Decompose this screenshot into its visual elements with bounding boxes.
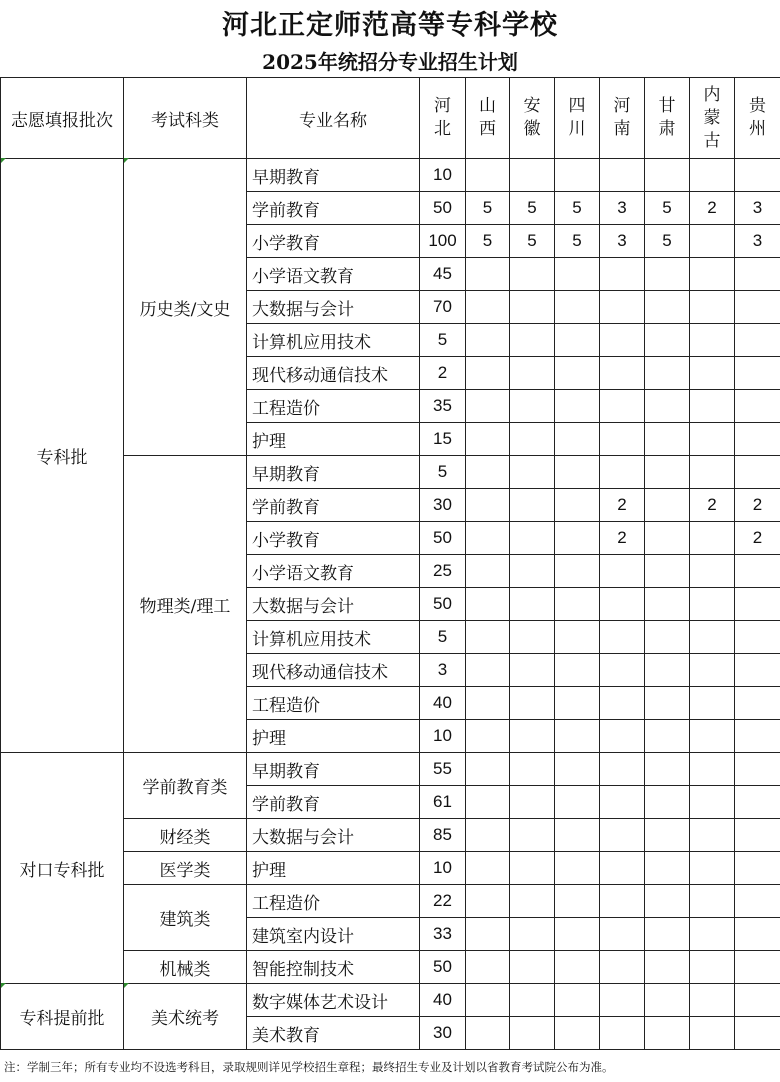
quota-cell <box>645 885 690 918</box>
quota-cell: 5 <box>510 225 555 258</box>
quota-cell <box>600 456 645 489</box>
quota-cell <box>645 1017 690 1050</box>
quota-cell: 30 <box>420 1017 466 1050</box>
quota-cell <box>510 951 555 984</box>
cell-corner-marker <box>1 158 6 163</box>
quota-cell <box>466 555 510 588</box>
quota-cell <box>690 291 735 324</box>
quota-cell <box>555 390 600 423</box>
cell-corner-marker <box>124 158 129 163</box>
quota-cell <box>466 291 510 324</box>
quota-cell <box>600 324 645 357</box>
quota-cell <box>735 1017 780 1050</box>
quota-cell: 5 <box>645 192 690 225</box>
quota-cell: 50 <box>420 192 466 225</box>
quota-cell: 3 <box>735 225 780 258</box>
quota-cell <box>735 621 780 654</box>
quota-cell <box>466 456 510 489</box>
quota-cell <box>645 753 690 786</box>
quota-cell <box>600 918 645 951</box>
quota-cell <box>510 357 555 390</box>
batch-cell: 专科批 <box>1 159 124 753</box>
subject-cell: 机械类 <box>124 951 247 984</box>
major-name-cell: 小学教育 <box>247 522 420 555</box>
quota-cell <box>645 687 690 720</box>
quota-cell <box>645 555 690 588</box>
major-name-cell: 学前教育 <box>247 489 420 522</box>
quota-cell <box>555 159 600 192</box>
major-name-cell: 工程造价 <box>247 687 420 720</box>
quota-cell: 2 <box>690 489 735 522</box>
quota-cell <box>466 522 510 555</box>
subject-cell: 美术统考 <box>124 984 247 1050</box>
quota-cell: 50 <box>420 522 466 555</box>
quota-cell <box>510 786 555 819</box>
quota-cell <box>690 423 735 456</box>
major-name-cell: 计算机应用技术 <box>247 621 420 654</box>
quota-cell: 5 <box>555 225 600 258</box>
quota-cell <box>600 390 645 423</box>
major-name-cell: 美术教育 <box>247 1017 420 1050</box>
major-name-cell: 早期教育 <box>247 159 420 192</box>
quota-cell <box>690 621 735 654</box>
quota-cell <box>645 258 690 291</box>
batch-cell: 对口专科批 <box>1 753 124 984</box>
quota-cell <box>466 984 510 1017</box>
subject-cell: 财经类 <box>124 819 247 852</box>
quota-cell <box>600 423 645 456</box>
quota-cell <box>555 687 600 720</box>
quota-cell <box>690 984 735 1017</box>
header-province-guizhou: 贵 州 <box>735 78 780 159</box>
quota-cell <box>600 984 645 1017</box>
header-province-sichuan: 四 川 <box>555 78 600 159</box>
major-name-cell: 建筑室内设计 <box>247 918 420 951</box>
quota-cell <box>600 819 645 852</box>
quota-cell: 3 <box>600 192 645 225</box>
quota-cell: 45 <box>420 258 466 291</box>
quota-cell: 2 <box>690 192 735 225</box>
quota-cell <box>466 786 510 819</box>
quota-cell <box>690 852 735 885</box>
quota-cell <box>600 258 645 291</box>
quota-cell <box>510 654 555 687</box>
major-name-cell: 学前教育 <box>247 192 420 225</box>
quota-cell: 33 <box>420 918 466 951</box>
quota-cell: 55 <box>420 753 466 786</box>
quota-cell <box>510 390 555 423</box>
quota-cell <box>690 258 735 291</box>
quota-cell <box>510 258 555 291</box>
quota-cell <box>645 489 690 522</box>
quota-cell: 2 <box>600 522 645 555</box>
quota-cell <box>555 423 600 456</box>
subject-cell: 学前教育类 <box>124 753 247 819</box>
quota-cell <box>690 159 735 192</box>
quota-cell <box>466 720 510 753</box>
quota-cell: 2 <box>420 357 466 390</box>
quota-cell: 5 <box>466 192 510 225</box>
quota-cell <box>600 654 645 687</box>
quota-cell <box>645 918 690 951</box>
quota-cell <box>735 291 780 324</box>
major-name-cell: 数字媒体艺术设计 <box>247 984 420 1017</box>
quota-cell <box>555 324 600 357</box>
quota-cell <box>600 720 645 753</box>
quota-cell <box>735 555 780 588</box>
quota-cell <box>645 621 690 654</box>
subject-cell: 物理类/理工 <box>124 456 247 753</box>
quota-cell <box>555 456 600 489</box>
quota-cell <box>510 819 555 852</box>
quota-cell <box>466 159 510 192</box>
quota-cell <box>555 588 600 621</box>
major-name-cell: 护理 <box>247 720 420 753</box>
quota-cell: 85 <box>420 819 466 852</box>
quota-cell <box>600 588 645 621</box>
quota-cell <box>735 720 780 753</box>
quota-cell <box>690 654 735 687</box>
major-name-cell: 护理 <box>247 423 420 456</box>
quota-cell: 100 <box>420 225 466 258</box>
quota-cell <box>735 786 780 819</box>
quota-cell <box>735 918 780 951</box>
quota-cell: 10 <box>420 720 466 753</box>
subject-cell: 建筑类 <box>124 885 247 951</box>
quota-cell <box>600 555 645 588</box>
quota-cell <box>466 951 510 984</box>
quota-cell <box>645 984 690 1017</box>
quota-cell <box>466 852 510 885</box>
quota-cell <box>735 885 780 918</box>
quota-cell <box>555 654 600 687</box>
quota-cell <box>645 588 690 621</box>
quota-cell <box>555 522 600 555</box>
quota-cell <box>690 753 735 786</box>
quota-cell: 10 <box>420 159 466 192</box>
subject-cell: 医学类 <box>124 852 247 885</box>
major-name-cell: 早期教育 <box>247 456 420 489</box>
quota-cell <box>735 588 780 621</box>
quota-cell <box>555 555 600 588</box>
quota-cell <box>735 423 780 456</box>
quota-cell <box>466 654 510 687</box>
quota-cell <box>735 654 780 687</box>
quota-cell <box>555 885 600 918</box>
quota-cell <box>555 819 600 852</box>
quota-cell <box>510 753 555 786</box>
quota-cell <box>645 390 690 423</box>
quota-cell: 3 <box>600 225 645 258</box>
quota-cell: 30 <box>420 489 466 522</box>
quota-cell <box>690 918 735 951</box>
quota-cell <box>690 951 735 984</box>
enrollment-plan-table <box>0 77 780 1050</box>
footnote: 注：学制三年；所有专业均不设选考科目，录取规则详见学校招生章程；最终招生专业及计划以省教育考试院公布为准。 <box>4 1060 614 1074</box>
quota-cell <box>690 687 735 720</box>
quota-cell <box>735 159 780 192</box>
quota-cell <box>555 786 600 819</box>
quota-cell <box>735 753 780 786</box>
quota-cell <box>466 324 510 357</box>
quota-cell <box>600 753 645 786</box>
quota-cell <box>555 720 600 753</box>
quota-cell <box>510 918 555 951</box>
quota-cell: 35 <box>420 390 466 423</box>
quota-cell <box>690 555 735 588</box>
quota-cell <box>466 621 510 654</box>
quota-cell <box>645 291 690 324</box>
cell-corner-marker <box>1 983 6 988</box>
quota-cell <box>510 555 555 588</box>
major-name-cell: 大数据与会计 <box>247 819 420 852</box>
quota-cell <box>645 522 690 555</box>
quota-cell <box>735 984 780 1017</box>
quota-cell <box>555 984 600 1017</box>
table-row <box>1 753 780 786</box>
batch-cell: 专科提前批 <box>1 984 124 1050</box>
table-row <box>1 984 780 1017</box>
quota-cell <box>600 951 645 984</box>
quota-cell <box>645 456 690 489</box>
quota-cell <box>555 918 600 951</box>
quota-cell: 2 <box>735 489 780 522</box>
quota-cell <box>555 753 600 786</box>
quota-cell <box>555 951 600 984</box>
quota-cell: 5 <box>555 192 600 225</box>
quota-cell <box>555 489 600 522</box>
header-row <box>1 78 780 159</box>
quota-cell <box>510 456 555 489</box>
quota-cell <box>735 819 780 852</box>
quota-cell <box>735 357 780 390</box>
quota-cell <box>645 786 690 819</box>
major-name-cell: 智能控制技术 <box>247 951 420 984</box>
quota-cell <box>645 357 690 390</box>
quota-cell <box>735 390 780 423</box>
quota-cell <box>510 489 555 522</box>
quota-cell <box>510 621 555 654</box>
quota-cell <box>690 885 735 918</box>
quota-cell <box>690 390 735 423</box>
quota-cell <box>510 423 555 456</box>
quota-cell: 61 <box>420 786 466 819</box>
quota-cell <box>690 324 735 357</box>
cell-corner-marker <box>124 983 129 988</box>
quota-cell <box>600 852 645 885</box>
quota-cell <box>466 588 510 621</box>
quota-cell <box>466 1017 510 1050</box>
major-name-cell: 现代移动通信技术 <box>247 357 420 390</box>
quota-cell <box>735 852 780 885</box>
quota-cell <box>510 687 555 720</box>
quota-cell <box>510 885 555 918</box>
quota-cell <box>510 588 555 621</box>
quota-cell <box>466 885 510 918</box>
quota-cell: 5 <box>420 621 466 654</box>
document-subtitle: 2025年统招分专业招生计划 <box>262 50 518 74</box>
quota-cell <box>690 357 735 390</box>
quota-cell <box>510 291 555 324</box>
quota-cell: 15 <box>420 423 466 456</box>
quota-cell <box>555 357 600 390</box>
quota-cell: 10 <box>420 852 466 885</box>
quota-cell <box>510 159 555 192</box>
quota-cell <box>645 852 690 885</box>
quota-cell <box>466 258 510 291</box>
quota-cell <box>466 390 510 423</box>
quota-cell <box>645 159 690 192</box>
major-name-cell: 早期教育 <box>247 753 420 786</box>
quota-cell <box>555 621 600 654</box>
quota-cell <box>645 720 690 753</box>
header-province-neimenggu: 内 蒙 古 <box>690 78 735 159</box>
quota-cell <box>600 885 645 918</box>
major-name-cell: 学前教育 <box>247 786 420 819</box>
quota-cell: 5 <box>466 225 510 258</box>
header-batch: 志愿填报批次 <box>1 78 124 159</box>
quota-cell <box>600 786 645 819</box>
quota-cell <box>735 687 780 720</box>
quota-cell <box>466 357 510 390</box>
table-row <box>1 159 780 192</box>
quota-cell <box>735 456 780 489</box>
major-name-cell: 大数据与会计 <box>247 588 420 621</box>
quota-cell <box>600 159 645 192</box>
major-name-cell: 小学语文教育 <box>247 555 420 588</box>
quota-cell <box>555 291 600 324</box>
header-province-henan: 河 南 <box>600 78 645 159</box>
quota-cell: 2 <box>600 489 645 522</box>
quota-cell <box>690 456 735 489</box>
quota-cell: 70 <box>420 291 466 324</box>
quota-cell <box>600 687 645 720</box>
quota-cell <box>690 1017 735 1050</box>
quota-cell <box>466 918 510 951</box>
quota-cell <box>510 324 555 357</box>
quota-cell <box>645 324 690 357</box>
major-name-cell: 小学语文教育 <box>247 258 420 291</box>
quota-cell <box>735 258 780 291</box>
quota-cell <box>690 522 735 555</box>
major-name-cell: 工程造价 <box>247 885 420 918</box>
quota-cell <box>600 1017 645 1050</box>
quota-cell <box>510 720 555 753</box>
quota-cell: 50 <box>420 588 466 621</box>
quota-cell <box>690 786 735 819</box>
quota-cell <box>466 489 510 522</box>
major-name-cell: 计算机应用技术 <box>247 324 420 357</box>
quota-cell <box>690 225 735 258</box>
quota-cell: 50 <box>420 951 466 984</box>
quota-cell <box>555 258 600 291</box>
quota-cell <box>555 1017 600 1050</box>
quota-cell: 3 <box>735 192 780 225</box>
major-name-cell: 工程造价 <box>247 390 420 423</box>
header-province-anhui: 安 徽 <box>510 78 555 159</box>
header-major: 专业名称 <box>247 78 420 159</box>
major-name-cell: 现代移动通信技术 <box>247 654 420 687</box>
major-name-cell: 护理 <box>247 852 420 885</box>
quota-cell <box>735 324 780 357</box>
quota-cell <box>466 687 510 720</box>
document-title: 河北正定师范高等专科学校 <box>222 9 558 41</box>
quota-cell <box>510 522 555 555</box>
subject-cell: 历史类/文史 <box>124 159 247 456</box>
quota-cell <box>600 357 645 390</box>
quota-cell <box>555 852 600 885</box>
quota-cell: 5 <box>645 225 690 258</box>
quota-cell: 5 <box>420 324 466 357</box>
quota-cell <box>466 753 510 786</box>
major-name-cell: 大数据与会计 <box>247 291 420 324</box>
quota-cell: 3 <box>420 654 466 687</box>
quota-cell: 40 <box>420 687 466 720</box>
quota-cell <box>645 654 690 687</box>
quota-cell <box>690 819 735 852</box>
header-province-shanxi: 山 西 <box>466 78 510 159</box>
quota-cell <box>645 819 690 852</box>
quota-cell <box>466 423 510 456</box>
quota-cell <box>645 951 690 984</box>
quota-cell <box>466 819 510 852</box>
header-province-gansu: 甘 肃 <box>645 78 690 159</box>
quota-cell: 25 <box>420 555 466 588</box>
quota-cell <box>735 951 780 984</box>
quota-cell: 5 <box>510 192 555 225</box>
quota-cell <box>510 852 555 885</box>
quota-cell <box>600 621 645 654</box>
quota-cell <box>510 1017 555 1050</box>
quota-cell: 5 <box>420 456 466 489</box>
quota-cell: 40 <box>420 984 466 1017</box>
quota-cell <box>645 423 690 456</box>
major-name-cell: 小学教育 <box>247 225 420 258</box>
quota-cell: 2 <box>735 522 780 555</box>
header-province-hebei: 河 北 <box>420 78 466 159</box>
quota-cell <box>690 720 735 753</box>
quota-cell <box>690 588 735 621</box>
header-subject: 考试科类 <box>124 78 247 159</box>
quota-cell <box>600 291 645 324</box>
quota-cell: 22 <box>420 885 466 918</box>
quota-cell <box>510 984 555 1017</box>
